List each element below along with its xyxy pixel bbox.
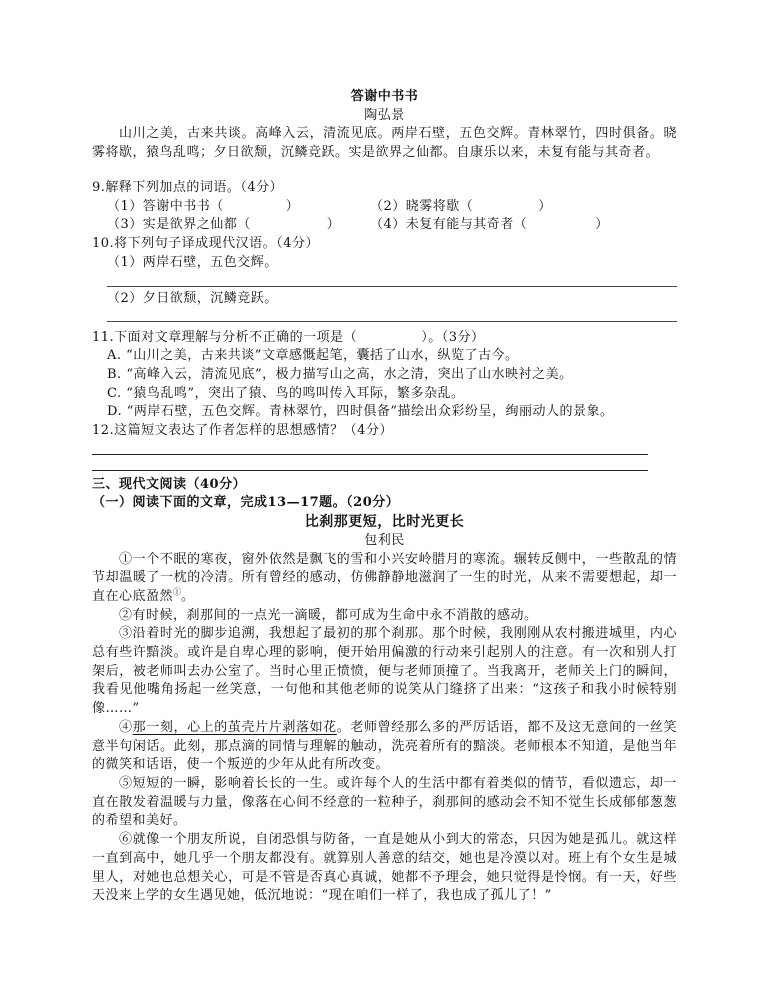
question-11-stem — [92, 329, 677, 348]
question-9-item — [370, 216, 609, 235]
paragraph-line: ⑤短短的一瞬，影响着长长的一生。或许每个人的生活中都有着类似的情节，看似遗忘，却一 — [119, 776, 677, 791]
question-10 — [92, 235, 677, 322]
question-11 — [92, 329, 677, 423]
footnote-marker: ① — [173, 587, 182, 597]
paragraph-line-text: 直在心底盈然 — [92, 588, 174, 604]
question-9-item-close: ） — [595, 217, 609, 233]
paragraph-3 — [92, 625, 677, 719]
question-9-item-close: ） — [538, 198, 552, 214]
paragraph-4 — [92, 719, 677, 775]
paragraph-6 — [92, 831, 677, 906]
question-9-row — [92, 198, 677, 217]
question-9-item-close: ） — [285, 198, 300, 214]
question-9-row — [92, 216, 677, 235]
paragraph-line: 我看见他嘴角扬起一丝笑意，一句他和其他老师的说笑从门缝挤了出来：“这孩子和我小时候特别 — [92, 682, 677, 698]
modern-reading-section — [92, 476, 677, 906]
question-10-item: （2）夕日欲颓，沉鳞竞跃。 — [107, 291, 278, 307]
section-part-instructions: （一）阅读下面的文章，完成13—17题。（20分） — [92, 495, 400, 511]
answer-line — [107, 309, 677, 322]
paragraph-5 — [92, 775, 677, 831]
question-9-item-text: （1）答谢中书书（ — [107, 198, 224, 214]
question-9-item — [107, 198, 370, 217]
paragraph-line: 意半句闲话。此刻，那点滴的同情与理解的触动，洗亮着所有的黯淡。老师根本不知道，是他当年 — [92, 738, 677, 754]
paragraph-line: ①一个不眠的寒夜，窗外依然是飘飞的雪和小兴安岭腊月的寒流。辗转反侧中，一些散乱的情 — [119, 551, 677, 567]
question-9-item — [370, 198, 552, 217]
option-a: A. “山川之美，古来共谈”文章感慨起笔，囊括了山水，纵览了古今。 — [107, 348, 519, 364]
paragraph-line: 的微笑和话语，使一个叛逆的少年从此有所改变。 — [92, 757, 390, 773]
question-11-stem-text: 11.下面对文章理解与分析不正确的一项是（ — [92, 329, 358, 345]
section-heading: 三、现代文阅读（40分） — [92, 476, 247, 492]
paragraph-line — [92, 588, 677, 607]
question-9-item-close: ） — [326, 217, 341, 233]
paragraph-line-text: 。老师曾经那么多的严厉话语，都不及这无意间的一丝笑 — [336, 719, 677, 735]
paragraph-line: 一直到高中，她几乎一个朋友都没有。就算别人善意的结交，她也是冷漠以对。班上有个女生是城 — [92, 850, 677, 866]
question-9-item-text: （3）实是欲界之仙都（ — [107, 217, 251, 233]
paragraph-line: ⑥就像一个朋友所说，自闭恐惧与防备，一直是她从小到大的常态，只因为她是孤儿。就这样 — [119, 832, 677, 848]
paragraph-line: 架后，被老师叫去办公室了。当时心里正愤愤，便与老师顶撞了。当我离开，老师关上门的瞬间， — [92, 663, 677, 679]
paragraph-line-end: 。 — [181, 588, 195, 604]
paragraph-number: ④ — [119, 719, 133, 735]
option-c: C. “猿鸟乱鸣”，突出了猿、鸟的鸣叫传入耳际，繁多杂乱。 — [107, 385, 465, 401]
paragraph-line: 里人，对她也总想关心，可是不管是否真心真诚，她都不予理会，她只觉得是怜悯。有一天，好些 — [92, 869, 677, 885]
question-12 — [92, 422, 677, 471]
passage-line: 雾将歇，猿鸟乱鸣；夕日欲颓，沉鳞竞跃。实是欲界之仙都。自康乐以来，未复有能与其奇者。 — [92, 145, 660, 161]
paragraph-line: 像……” — [92, 701, 140, 717]
option-b: B. “高峰入云，清流见底”，极力描写山之高，水之清，突出了山水映衬之美。 — [107, 366, 573, 382]
question-12-stem: 12.这篇短文表达了作者怎样的思想感情？（4分） — [92, 423, 393, 439]
exam-content — [92, 88, 677, 906]
passage-title: 比刹那更短，比时光更长 — [304, 514, 465, 531]
classical-passage — [92, 88, 677, 163]
question-9-item — [107, 216, 370, 235]
answer-line — [107, 272, 677, 287]
paragraph-2 — [92, 607, 677, 626]
paragraph-line: ②有时候，刹那间的一点光一滴暖，都可成为生命中永不消散的感动。 — [119, 607, 538, 623]
paragraph-line: 总有些许黯淡。或许是自卑心理的影响，便开始用偏激的行动来引起别人的注意。有一次和别人打 — [92, 645, 677, 661]
paragraph-1 — [92, 551, 677, 607]
answer-line — [92, 441, 648, 456]
passage-author: 包利民 — [364, 532, 405, 548]
paragraph-line: 天没来上学的女生遇见她，低沉地说：“现在咱们一样了，我也成了孤儿了！” — [92, 888, 552, 904]
paragraph-line: 节却温暖了一枕的冷清。所有曾经的感动，仿佛静静地滋润了一生的时光，从来不需要想起，却一 — [92, 570, 677, 586]
question-9 — [92, 179, 677, 235]
passage-line: 山川之美，古来共谈。高峰入云，清流见底。两岸石壁，五色交辉。青林翠竹，四时俱备。晓 — [119, 126, 677, 142]
question-11-stem-close: ）。（3分） — [421, 329, 485, 345]
question-9-item-text: （4）未复有能与其奇者（ — [370, 217, 528, 233]
question-10-item: （1）两岸石壁，五色交辉。 — [107, 254, 278, 270]
underlined-sentence: 那一刻，心上的茧壳片片剥落如花 — [132, 719, 337, 735]
option-d: D. “两岸石壁，五色交辉。青林翠竹，四时俱备”描绘出众彩纷呈，绚丽动人的景象。 — [107, 404, 614, 420]
answer-line — [92, 455, 648, 471]
question-9-item-text: （2）晓雾将歇（ — [370, 198, 474, 214]
paragraph-line: 直在散发着温暖与力量，像落在心间不经意的一粒种子，刹那间的感动会不知不觉生长成郁郁葱葱 — [92, 794, 677, 810]
paragraph-line: ③沿着时光的脚步追溯，我想起了最初的那个刹那。那个时候，我刚刚从农村搬进城里，内心 — [119, 626, 677, 642]
passage-title: 答谢中书书 — [350, 89, 419, 104]
paragraph-line — [92, 719, 677, 738]
passage-author: 陶弘景 — [364, 107, 405, 123]
question-10-stem: 10.将下列句子译成现代汉语。（4分） — [92, 235, 319, 251]
paragraph-line: 的希望和美好。 — [92, 813, 187, 829]
question-9-stem: 9.解释下列加点的词语。（4分） — [92, 179, 284, 195]
